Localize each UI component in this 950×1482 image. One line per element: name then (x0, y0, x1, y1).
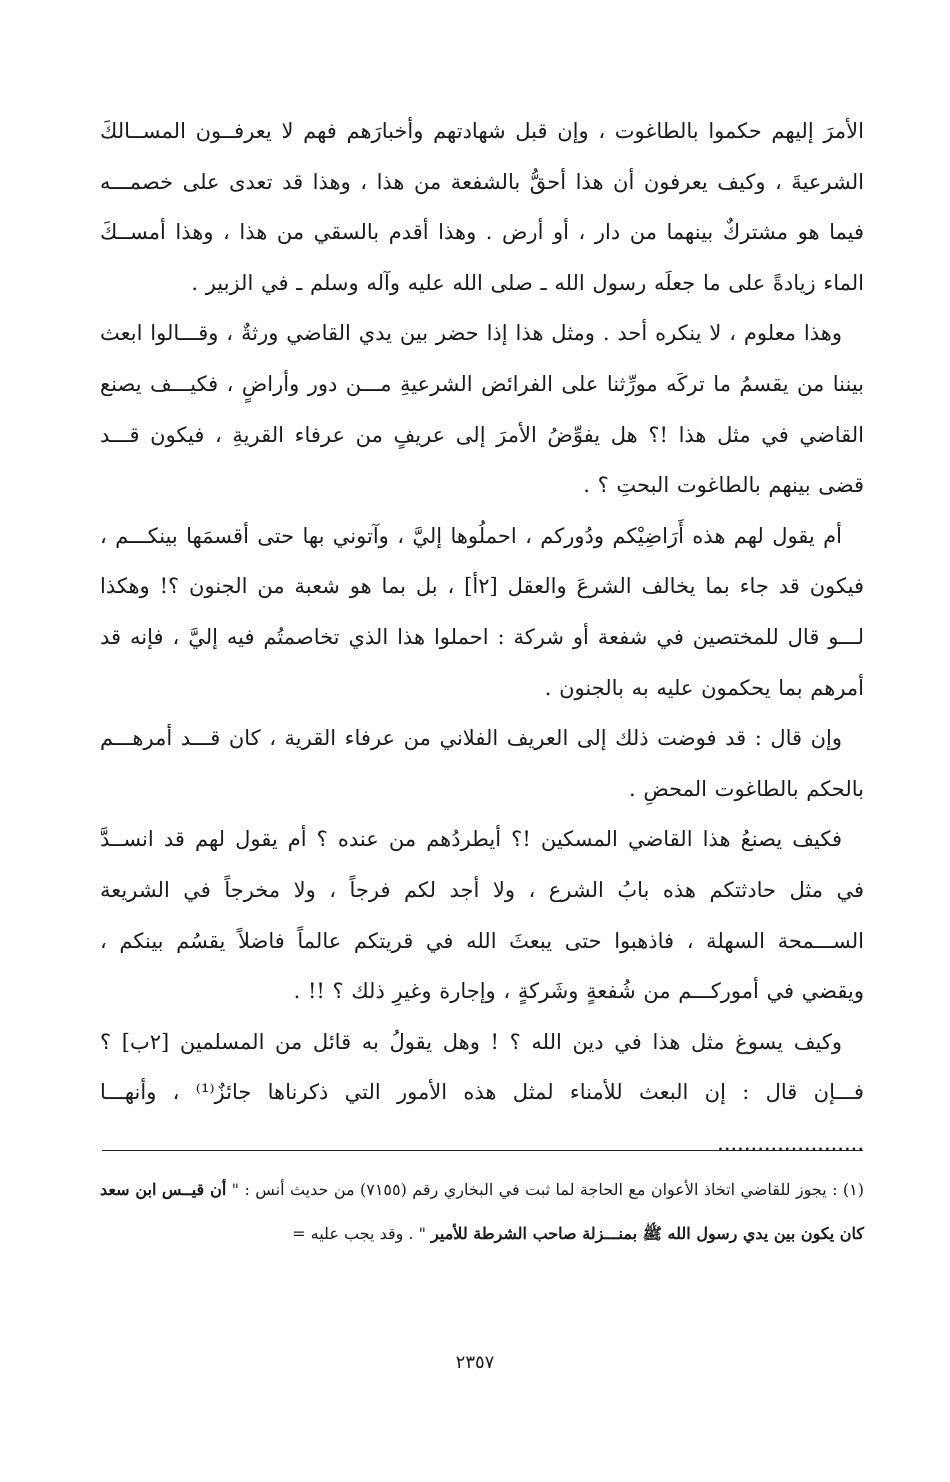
paragraph-4: وإن قال : قد فوضت ذلك إلى العريف الفلاني من عرفاء القرية ، كان قـــد أمرهـــم بالحكم بالطاغوت المحضِ . (100, 726, 864, 801)
footnote-1-line1-bold: أن قيــس (161, 1180, 227, 1199)
main-text-block (100, 106, 864, 1168)
footnote-block (100, 1168, 864, 1256)
page-number: ٢٣٥٧ (455, 1352, 495, 1373)
footnote-1-line1-text: (١) : يجوز للقاضي اتخاذ الأعوان مع الحاجة لما ثبت في البخاري رقم (٧١٥٥) من حديث أنس : " (226, 1180, 865, 1199)
paragraph-6: وكيف يسوغ مثل هذا في دين الله ؟ ! وهل يقولُ به قائل من المسلمين [٢ب] ؟ فـــإن قال : إن البعث للأمناء لمثل هذه الأمور التي ذكرناها جائزٌ⁽¹⁾ ، وأنهـــا ...................... (100, 1029, 864, 1155)
footnote-1 (100, 1168, 864, 1256)
footnote-1-line2-text: " . وقد يجب عليه = (292, 1224, 432, 1243)
footnote-divider (102, 1150, 863, 1151)
paragraph-5: فكيف يصنعُ هذا القاضي المسكين !؟ أيطردُهم من عنده ؟ أم يقول لهم قد انســدَّ في مثل حادثتكم هذه بابُ الشرع ، ولا أجد لكم فرجاً ، ولا مخرجاً في الشريعة الســـمحة السهلة ، فاذهبوا حتى يبعثَ الله في قريتكم عالماً فاضلاً يقسُم بينكم ، ويقضي في أموركـــم من شُفعةٍ وشَركةٍ ، وإجارة وغيرِ ذلك ؟ !! . (100, 827, 864, 1004)
paragraph-1: الأمرَ إليهم حكموا بالطاغوت ، وإن قبل شهادتهم وأخبارَهم فهم لا يعرفــون المســالكَ الشرعيةَ ، وكيف يعرفون أن هذا أحقُّ بالشفعة من هذا ، وهذا قد تعدى على خصمـــه فيما هو مشتركٌ بينهما من دار ، أو أرض . وهذا أقدم بالسقي من هذا ، وهذا أمســكَ الماء زيادةً على ما جعلَه رسول الله ـ صلى الله عليه وآله وسلم ـ في الزبير . (100, 119, 864, 295)
paragraph-3: أم يقول لهم هذه أَرَاضِيْكم ودُوركم ، احملُوها إليَّ ، وآتوني بها حتى أقسمَها بينكـــم ، فيكون قد جاء بما يخالف الشرعَ والعقل [٢أ] ، بل بما هو شعبة من الجنون ؟! وهكذا لـــو قال للمختصين في شفعة أو شركة : احملوا هذا الذي تخاصمتُم فيه إليَّ ، فإنه قد أمرهم بما يحكمون عليه به بالجنون . (100, 523, 864, 700)
paragraph-2: وهذا معلوم ، لا ينكره أحد . ومثل هذا إذا حضر بين يدي القاضي ورثةٌ ، وقـــالوا ابعث بيننا من يقسمُ ما تركَه مورِّثنا على الفرائض الشرعيةِ مـــن دور وأراضٍ ، فكيـــف يصنع القاضي في مثل هذا !؟ هل يفوِّضُ الأمرَ إلى عريفٍ من عرفاء القريةِ ، فيكون قـــد قضى بينهم بالطاغوت البحتِ ؟ . (100, 321, 864, 498)
footnote-1-line2-bold: ابن سعد كان يكون بين يدي رسول الله ﷺ بمنـــزلة صاحب الشرطة للأمير (100, 1180, 864, 1243)
